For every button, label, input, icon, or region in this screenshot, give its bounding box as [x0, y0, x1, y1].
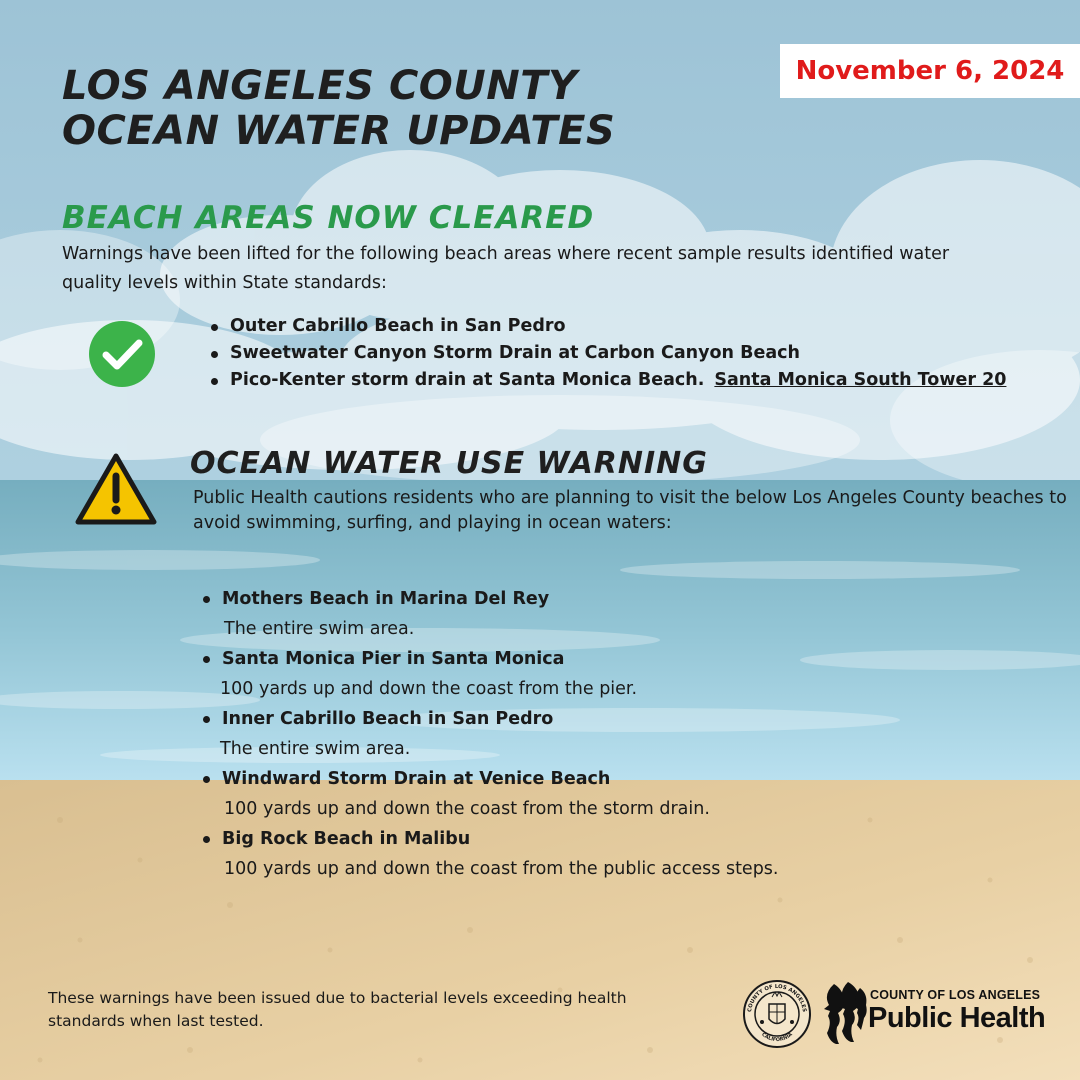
cleared-item: [210, 313, 1006, 340]
warning-item-detail: 100 yards up and down the coast from the storm drain.: [224, 799, 710, 819]
warning-item-name: Inner Cabrillo Beach in San Pedro: [222, 705, 553, 733]
page-title: [62, 64, 615, 154]
logo-county-text: COUNTY OF LOS ANGELES: [870, 988, 1041, 1002]
logo-name-text: Public Health: [868, 1002, 1046, 1034]
cleared-list: [210, 313, 1006, 394]
cleared-intro: Warnings have been lifted for the following beach areas where recent sample results identified water quality levels within State standards:: [62, 244, 950, 293]
warning-item-detail: 100 yards up and down the coast from the public access steps.: [224, 859, 779, 879]
check-circle-icon: [89, 321, 155, 387]
cleared-heading: BEACH AREAS NOW CLEARED: [62, 200, 595, 236]
warning-triangle-icon: [74, 452, 158, 526]
county-seal-icon: [742, 979, 812, 1049]
warning-item-name: Santa Monica Pier in Santa Monica: [222, 645, 565, 673]
public-health-logo: [820, 978, 1046, 1050]
warning-item-detail: The entire swim area.: [224, 619, 415, 639]
seal-top-text: COUNTY OF LOS ANGELES: [747, 983, 807, 1013]
cleared-item: [210, 367, 1006, 394]
santa-monica-tower-link[interactable]: Santa Monica South Tower 20: [714, 370, 1007, 390]
cleared-item: [210, 340, 1006, 367]
title-line-2: OCEAN WATER UPDATES: [62, 108, 616, 154]
date-badge: [780, 44, 1080, 98]
warning-heading: OCEAN WATER USE WARNING: [190, 446, 708, 481]
warning-item-name: Big Rock Beach in Malibu: [222, 825, 470, 853]
warning-intro: Public Health cautions residents who are planning to visit the below Los Angeles County beaches to avoid swimming, surfing, and playing in ocean waters:: [193, 488, 1067, 533]
footer-note: These warnings have been issued due to bacterial levels exceeding health standards when last tested.: [48, 989, 627, 1030]
cleared-item-text: Pico-Kenter storm drain at Santa Monica Beach.: [230, 370, 705, 390]
cleared-item-text: Sweetwater Canyon Storm Drain at Carbon Canyon Beach: [230, 343, 800, 363]
warning-item-detail: The entire swim area.: [220, 739, 411, 759]
warning-item-name: Windward Storm Drain at Venice Beach: [222, 765, 610, 793]
date-text: November 6, 2024: [795, 56, 1065, 86]
cleared-item-text: Outer Cabrillo Beach in San Pedro: [230, 316, 566, 336]
seal-bottom-text: CALIFORNIA: [760, 1031, 794, 1044]
warning-item-name: Mothers Beach in Marina Del Rey: [222, 585, 549, 613]
warning-item-detail: 100 yards up and down the coast from the pier.: [220, 679, 638, 699]
profiles-logo-icon: [820, 978, 870, 1050]
title-line-1: LOS ANGELES COUNTY: [62, 63, 578, 109]
